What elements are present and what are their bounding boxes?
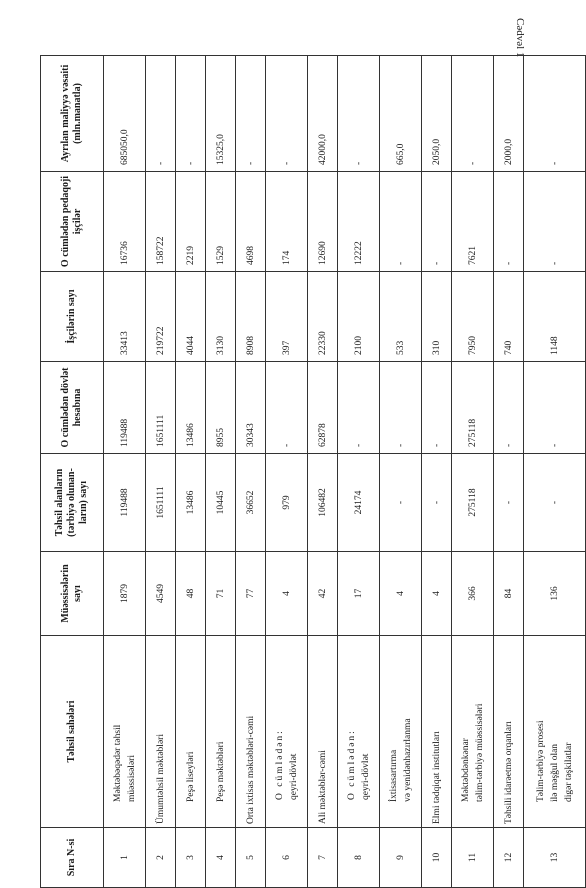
cell-state: - bbox=[494, 362, 524, 454]
table-row bbox=[104, 56, 146, 888]
cell-institutions: 48 bbox=[176, 552, 206, 636]
cell-num: 6 bbox=[266, 828, 308, 888]
cell-students: - bbox=[422, 454, 452, 552]
cell-state: 8955 bbox=[206, 362, 236, 454]
sector-label: Ali məktəblər-cəmi bbox=[317, 750, 328, 824]
cell-institutions: 1879 bbox=[104, 552, 146, 636]
cell-sector bbox=[422, 636, 452, 828]
cell-workers: 22330 bbox=[308, 272, 338, 362]
cell-students: 1651111 bbox=[146, 454, 176, 552]
cell-institutions: 4 bbox=[380, 552, 422, 636]
table-row bbox=[338, 56, 380, 888]
cell-state: 1651111 bbox=[146, 362, 176, 454]
cell-teachers: 12222 bbox=[338, 172, 380, 272]
cell-workers: 397 bbox=[266, 272, 308, 362]
cell-sector bbox=[266, 636, 308, 828]
table-row bbox=[452, 56, 494, 888]
cell-sector bbox=[236, 636, 266, 828]
header-teachers: O cümlədən pedaqoji işçilər bbox=[41, 172, 104, 272]
table-row bbox=[524, 56, 586, 888]
cell-workers: 1148 bbox=[524, 272, 586, 362]
sector-label: O cümlədən: bbox=[346, 729, 357, 800]
cell-state: - bbox=[338, 362, 380, 454]
cell-funds: - bbox=[338, 56, 380, 172]
cell-funds: - bbox=[176, 56, 206, 172]
cell-sector bbox=[452, 636, 494, 828]
cell-sector bbox=[206, 636, 236, 828]
table-row bbox=[422, 56, 452, 888]
sector-label-line: digər təşkilatlar bbox=[563, 742, 574, 802]
cell-funds: - bbox=[236, 56, 266, 172]
cell-institutions: 17 bbox=[338, 552, 380, 636]
header-row bbox=[41, 56, 104, 888]
table-caption: Cədvəl 1 bbox=[514, 18, 526, 58]
cell-state: - bbox=[266, 362, 308, 454]
cell-students: - bbox=[380, 454, 422, 552]
cell-students: 24174 bbox=[338, 454, 380, 552]
education-table bbox=[40, 55, 586, 888]
cell-workers: 219722 bbox=[146, 272, 176, 362]
sector-label: Elmi tədqiqat institutları bbox=[431, 731, 442, 824]
cell-state: 30343 bbox=[236, 362, 266, 454]
header-institutions: Müəssisələrin sayı bbox=[41, 552, 104, 636]
cell-state: 275118 bbox=[452, 362, 494, 454]
cell-institutions: 84 bbox=[494, 552, 524, 636]
cell-funds: - bbox=[452, 56, 494, 172]
header-workers: İşçilərin sayı bbox=[41, 272, 104, 362]
cell-num: 12 bbox=[494, 828, 524, 888]
cell-institutions: 366 bbox=[452, 552, 494, 636]
header-funds: Ayrılan maliyyə vəsaiti (mln.manatla) bbox=[41, 56, 104, 172]
cell-num: 7 bbox=[308, 828, 338, 888]
cell-teachers: 4698 bbox=[236, 172, 266, 272]
cell-sector bbox=[146, 636, 176, 828]
sector-label: Məktəbdənkənar bbox=[460, 738, 471, 802]
cell-teachers: 1529 bbox=[206, 172, 236, 272]
sector-label-line: ilə məşğul olan bbox=[549, 743, 560, 802]
cell-workers: 310 bbox=[422, 272, 452, 362]
cell-num: 3 bbox=[176, 828, 206, 888]
cell-students: 10445 bbox=[206, 454, 236, 552]
cell-teachers: - bbox=[524, 172, 586, 272]
cell-students: - bbox=[494, 454, 524, 552]
cell-num: 13 bbox=[524, 828, 586, 888]
header-state: O cümlədən dövlət hesabına bbox=[41, 362, 104, 454]
cell-state: - bbox=[422, 362, 452, 454]
cell-teachers: - bbox=[494, 172, 524, 272]
cell-num: 5 bbox=[236, 828, 266, 888]
cell-sector bbox=[524, 636, 586, 828]
cell-num: 11 bbox=[452, 828, 494, 888]
cell-institutions: 4549 bbox=[146, 552, 176, 636]
cell-sector bbox=[104, 636, 146, 828]
table-row bbox=[236, 56, 266, 888]
sector-label-line: təlim-tərbiyə müəssisələri bbox=[474, 703, 485, 802]
cell-teachers: 2219 bbox=[176, 172, 206, 272]
table-row bbox=[146, 56, 176, 888]
cell-funds: 2000,0 bbox=[494, 56, 524, 172]
sector-label: Ümumtəhsil məktəbləri bbox=[155, 734, 166, 824]
cell-num: 4 bbox=[206, 828, 236, 888]
cell-teachers: 158722 bbox=[146, 172, 176, 272]
cell-state: 13486 bbox=[176, 362, 206, 454]
cell-funds: 42000,0 bbox=[308, 56, 338, 172]
cell-institutions: 77 bbox=[236, 552, 266, 636]
sector-label-line: qeyri-dövlət bbox=[360, 753, 371, 800]
cell-num: 2 bbox=[146, 828, 176, 888]
cell-students: 36652 bbox=[236, 454, 266, 552]
table-row bbox=[176, 56, 206, 888]
sector-label-line: qeyri-dövlət bbox=[288, 753, 299, 800]
cell-teachers: 174 bbox=[266, 172, 308, 272]
cell-workers: 4044 bbox=[176, 272, 206, 362]
table-row bbox=[206, 56, 236, 888]
sector-label: O cümlədən: bbox=[274, 729, 285, 800]
table-row bbox=[266, 56, 308, 888]
cell-state: 62878 bbox=[308, 362, 338, 454]
sector-label: Peşə məktəbləri bbox=[215, 741, 226, 802]
cell-workers: 533 bbox=[380, 272, 422, 362]
table-row bbox=[308, 56, 338, 888]
rotated-page bbox=[40, 56, 574, 888]
cell-funds: 685050,0 bbox=[104, 56, 146, 172]
cell-institutions: 71 bbox=[206, 552, 236, 636]
cell-institutions: 4 bbox=[422, 552, 452, 636]
cell-state: - bbox=[524, 362, 586, 454]
header-num: Sıra N-si bbox=[41, 828, 104, 888]
cell-sector bbox=[380, 636, 422, 828]
table-row bbox=[494, 56, 524, 888]
cell-workers: 33413 bbox=[104, 272, 146, 362]
cell-num: 9 bbox=[380, 828, 422, 888]
sector-label: Məktəbəqədər təhsil bbox=[112, 724, 123, 802]
cell-num: 10 bbox=[422, 828, 452, 888]
table-body bbox=[104, 56, 586, 888]
cell-students: 119488 bbox=[104, 454, 146, 552]
cell-state: - bbox=[380, 362, 422, 454]
cell-teachers: - bbox=[380, 172, 422, 272]
cell-students: 275118 bbox=[452, 454, 494, 552]
cell-teachers: 16736 bbox=[104, 172, 146, 272]
sector-label: İxtisasartırma bbox=[388, 749, 399, 802]
cell-num: 8 bbox=[338, 828, 380, 888]
cell-workers: 3130 bbox=[206, 272, 236, 362]
sector-label: Orta ixtisas məktəbləri-cəmi bbox=[245, 715, 256, 824]
cell-funds: 665,0 bbox=[380, 56, 422, 172]
cell-workers: 2100 bbox=[338, 272, 380, 362]
cell-funds: - bbox=[524, 56, 586, 172]
sector-label-line: müəssisələri bbox=[126, 755, 137, 802]
cell-sector bbox=[494, 636, 524, 828]
cell-funds: - bbox=[146, 56, 176, 172]
cell-students: - bbox=[524, 454, 586, 552]
cell-institutions: 42 bbox=[308, 552, 338, 636]
cell-sector bbox=[176, 636, 206, 828]
cell-teachers: 12690 bbox=[308, 172, 338, 272]
cell-students: 106482 bbox=[308, 454, 338, 552]
cell-sector bbox=[338, 636, 380, 828]
cell-workers: 740 bbox=[494, 272, 524, 362]
cell-teachers: 7621 bbox=[452, 172, 494, 272]
sector-label: Təlim-tərbiyə prosesi bbox=[535, 720, 546, 802]
cell-workers: 8908 bbox=[236, 272, 266, 362]
cell-funds: 15325,0 bbox=[206, 56, 236, 172]
table-row bbox=[380, 56, 422, 888]
header-students: Təhsil alanların (tərbiyə olunan-ların) sayı bbox=[41, 454, 104, 552]
cell-teachers: - bbox=[422, 172, 452, 272]
cell-state: 119488 bbox=[104, 362, 146, 454]
sector-label: Təhsili idarəetmə orqanları bbox=[503, 721, 514, 824]
cell-num: 1 bbox=[104, 828, 146, 888]
header-sector: Təhsil sahələri bbox=[41, 636, 104, 828]
cell-funds: - bbox=[266, 56, 308, 172]
cell-students: 979 bbox=[266, 454, 308, 552]
cell-sector bbox=[308, 636, 338, 828]
sector-label: Peşə liseyləri bbox=[185, 751, 196, 802]
cell-funds: 2050,0 bbox=[422, 56, 452, 172]
cell-workers: 7950 bbox=[452, 272, 494, 362]
cell-institutions: 136 bbox=[524, 552, 586, 636]
cell-institutions: 4 bbox=[266, 552, 308, 636]
sector-label-line: və yenidənhazırlanma bbox=[402, 718, 413, 802]
cell-students: 13486 bbox=[176, 454, 206, 552]
